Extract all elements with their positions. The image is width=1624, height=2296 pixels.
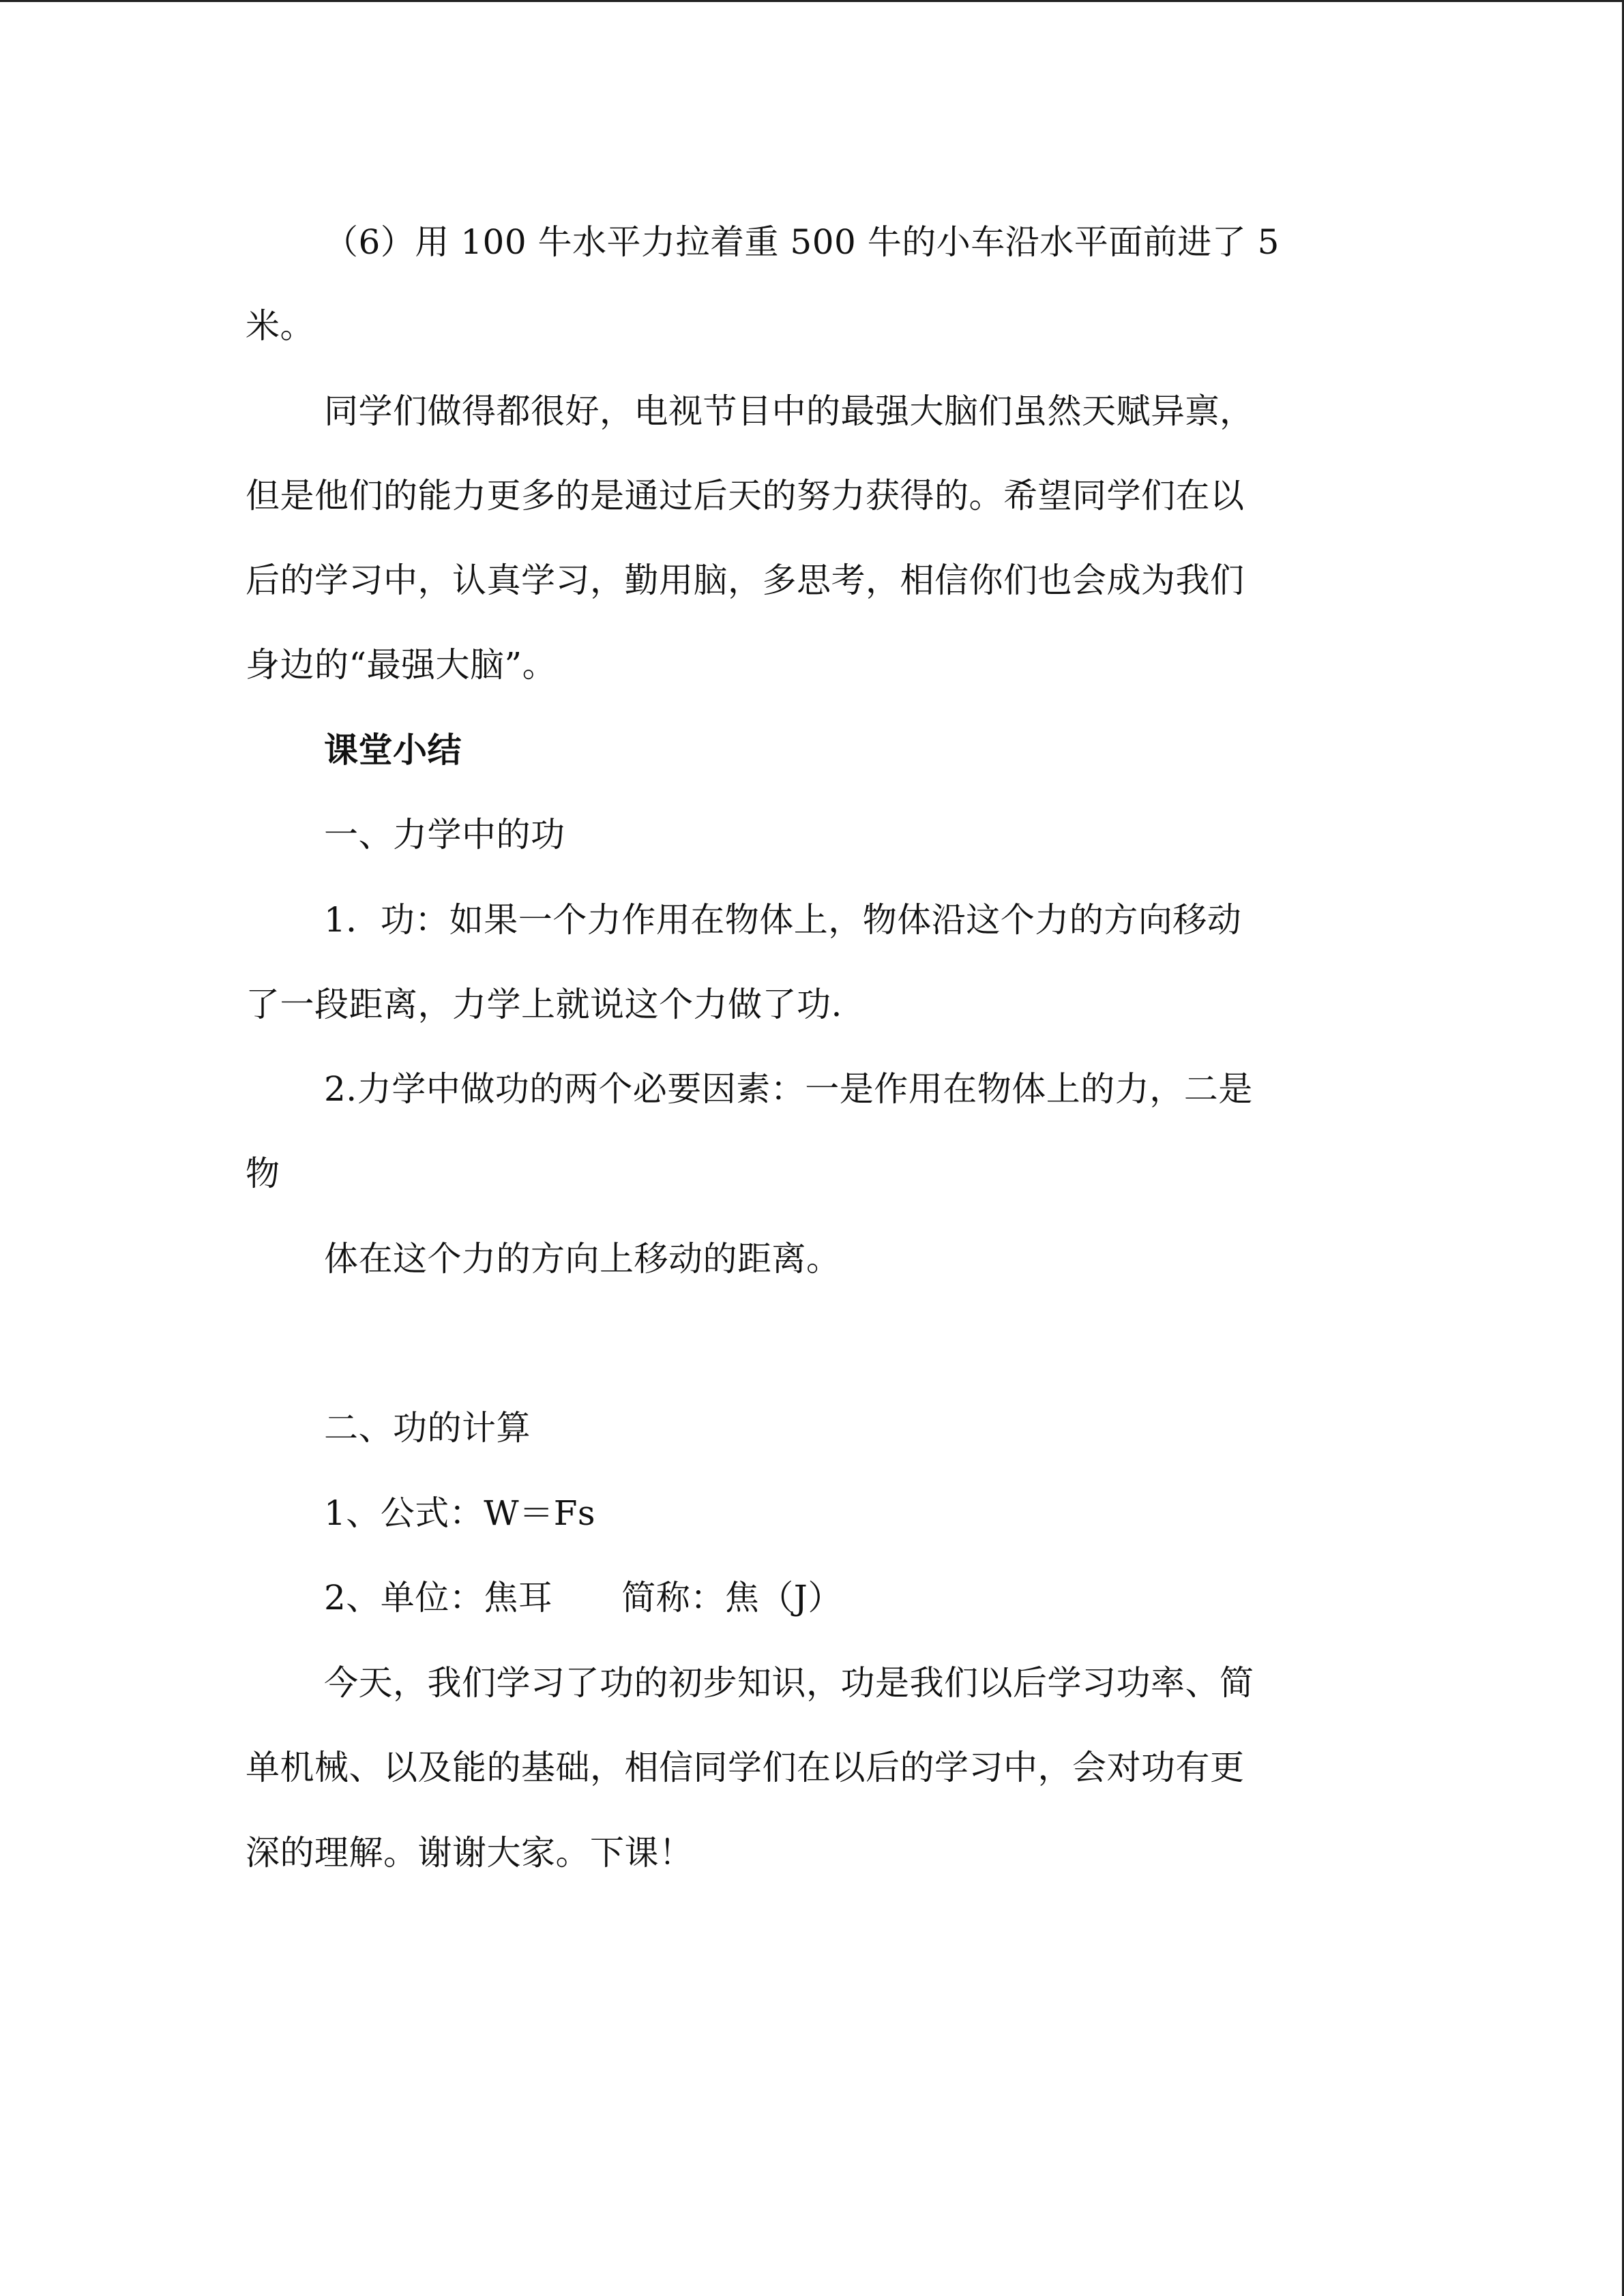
- section-heading: 课堂小结: [324, 730, 462, 770]
- paragraph-line: 深的理解。谢谢大家。下课！: [246, 1833, 694, 1873]
- paragraph-line: 身边的“最强大脑”。: [246, 645, 557, 685]
- paragraph-line: 2.力学中做功的两个必要因素：一是作用在物体上的力，二是: [324, 1069, 1253, 1109]
- paragraph-line: 但是他们的能力更多的是通过后天的努力获得的。希望同学们在以: [246, 476, 1245, 516]
- paragraph-line: 物: [246, 1154, 280, 1193]
- paragraph-line: 后的学习中，认真学习，勤用脑，多思考，相信你们也会成为我们: [246, 561, 1245, 600]
- paragraph-line: （6）用 100 牛水平力拉着重 500 牛的小车沿水平面前进了 5: [324, 222, 1280, 262]
- paragraph-line: 今天，我们学习了功的初步知识，功是我们以后学习功率、简: [324, 1663, 1254, 1703]
- paragraph-line: 单机械、以及能的基础，相信同学们在以后的学习中，会对功有更: [246, 1748, 1245, 1787]
- paragraph-line: 体在这个力的方向上移动的距离。: [324, 1239, 841, 1279]
- paragraph-line: 了一段距离，力学上就说这个力做了功.: [246, 985, 842, 1024]
- subsection-heading: 二、功的计算: [324, 1408, 531, 1448]
- unit-line: 2、单位：焦耳 简称：焦（J）: [324, 1578, 842, 1617]
- paragraph-line: 米。: [246, 306, 314, 346]
- paragraph-line: 1．功：如果一个力作用在物体上，物体沿这个力的方向移动: [324, 900, 1242, 940]
- subsection-heading: 一、力学中的功: [324, 815, 565, 854]
- formula-line: 1、公式：W＝Fs: [324, 1493, 596, 1533]
- paragraph-line: 同学们做得都很好，电视节目中的最强大脑们虽然天赋异禀，: [324, 391, 1254, 431]
